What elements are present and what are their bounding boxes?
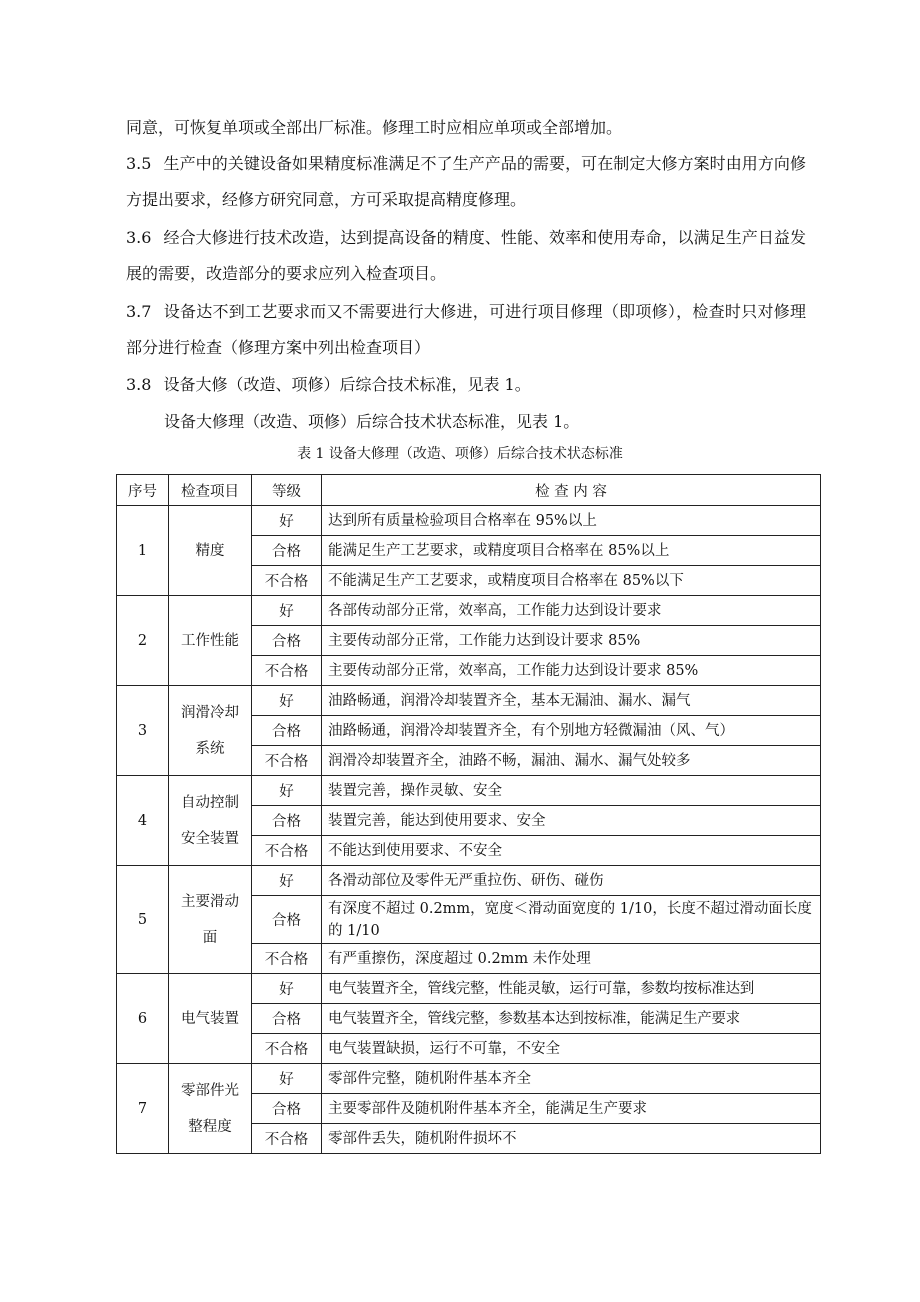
paragraph-text: 同意，可恢复单项或全部出厂标准。修理工时应相应单项或全部增加。 xyxy=(126,118,623,137)
content-cell: 有严重擦伤，深度超过 0.2mm 未作处理 xyxy=(322,944,821,974)
grade-cell: 合格 xyxy=(252,806,322,836)
check-item: 电气装置 xyxy=(169,974,252,1064)
grade-cell: 合格 xyxy=(252,1004,322,1034)
paragraph-text: 设备大修（改造、项修）后综合技术标准，见表 1。 xyxy=(163,375,531,394)
content-cell: 达到所有质量检验项目合格率在 95%以上 xyxy=(322,506,821,536)
grade-cell: 不合格 xyxy=(252,656,322,686)
grade-cell: 合格 xyxy=(252,896,322,944)
paragraph-number: 3.7 xyxy=(126,302,152,321)
content-cell: 不能达到使用要求、不安全 xyxy=(322,836,821,866)
table-row xyxy=(117,776,821,806)
grade-cell: 好 xyxy=(252,596,322,626)
row-number: 7 xyxy=(117,1064,169,1154)
content-cell: 油路畅通，润滑冷却装置齐全，有个别地方轻微漏油（风、气） xyxy=(322,716,821,746)
header-grade: 等级 xyxy=(252,475,322,506)
row-number: 5 xyxy=(117,866,169,974)
row-number: 3 xyxy=(117,686,169,776)
table-row xyxy=(117,506,821,536)
grade-cell: 好 xyxy=(252,974,322,1004)
check-item: 自动控制安全装置 xyxy=(169,776,252,866)
check-item: 主要滑动面 xyxy=(169,866,252,974)
content-cell: 电气装置缺损，运行不可靠，不安全 xyxy=(322,1034,821,1064)
content-cell: 装置完善，能达到使用要求、安全 xyxy=(322,806,821,836)
paragraph-3-6 xyxy=(126,220,806,292)
grade-cell: 合格 xyxy=(252,626,322,656)
content-cell: 有深度不超过 0.2mm，宽度＜滑动面宽度的 1/10，长度不超过滑动面长度的 1/10 xyxy=(322,896,821,944)
content-cell: 能满足生产工艺要求，或精度项目合格率在 85%以上 xyxy=(322,536,821,566)
row-number: 2 xyxy=(117,596,169,686)
paragraph-text: 经合大修进行技术改造，达到提高设备的精度、性能、效率和使用寿命，以满足生产日益发展的需要，改造部分的要求应列入检查项目。 xyxy=(126,228,806,283)
check-item: 零部件光整程度 xyxy=(169,1064,252,1154)
grade-cell: 不合格 xyxy=(252,746,322,776)
row-number: 4 xyxy=(117,776,169,866)
content-cell: 油路畅通，润滑冷却装置齐全，基本无漏油、漏水、漏气 xyxy=(322,686,821,716)
table-row xyxy=(117,1064,821,1094)
grade-cell: 好 xyxy=(252,1064,322,1094)
check-item: 精度 xyxy=(169,506,252,596)
header-no: 序号 xyxy=(117,475,169,506)
paragraph-number: 3.6 xyxy=(126,228,152,247)
grade-cell: 不合格 xyxy=(252,836,322,866)
content-cell: 各滑动部位及零件无严重拉伤、研伤、碰伤 xyxy=(322,866,821,896)
grade-cell: 好 xyxy=(252,686,322,716)
grade-cell: 不合格 xyxy=(252,1034,322,1064)
row-number: 6 xyxy=(117,974,169,1064)
grade-cell: 好 xyxy=(252,776,322,806)
grade-cell: 合格 xyxy=(252,536,322,566)
paragraph-3-8 xyxy=(126,367,806,403)
grade-cell: 不合格 xyxy=(252,944,322,974)
row-number: 1 xyxy=(117,506,169,596)
content-cell: 不能满足生产工艺要求，或精度项目合格率在 85%以下 xyxy=(322,566,821,596)
standards-table xyxy=(116,474,821,1154)
paragraph-3-7 xyxy=(126,294,806,366)
header-item: 检查项目 xyxy=(169,475,252,506)
content-cell: 主要传动部分正常，工作能力达到设计要求 85% xyxy=(322,626,821,656)
check-item: 工作性能 xyxy=(169,596,252,686)
paragraph-number: 3.8 xyxy=(126,375,152,394)
content-cell: 零部件丢失，随机附件损坏不 xyxy=(322,1124,821,1154)
content-cell: 润滑冷却装置齐全，油路不畅，漏油、漏水、漏气处较多 xyxy=(322,746,821,776)
table-row xyxy=(117,974,821,1004)
table-header-row xyxy=(117,475,821,506)
paragraph-text: 生产中的关键设备如果精度标准满足不了生产产品的需要，可在制定大修方案时由用方向修方提出要求，经修方研究同意，方可采取提高精度修理。 xyxy=(126,154,806,209)
paragraph-3-5 xyxy=(126,146,806,218)
table-caption: 表 1 设备大修理（改造、项修）后综合技术状态标准 xyxy=(297,446,623,462)
table-row xyxy=(117,866,821,896)
grade-cell: 合格 xyxy=(252,1094,322,1124)
paragraph-text: 设备大修理（改造、项修）后综合技术状态标准，见表 1。 xyxy=(164,412,580,431)
table-row xyxy=(117,596,821,626)
grade-cell: 不合格 xyxy=(252,566,322,596)
paragraph-table-reference xyxy=(164,404,814,440)
content-cell: 零部件完整，随机附件基本齐全 xyxy=(322,1064,821,1094)
content-cell: 各部传动部分正常，效率高，工作能力达到设计要求 xyxy=(322,596,821,626)
content-cell: 电气装置齐全，管线完整，性能灵敏，运行可靠，参数均按标准达到 xyxy=(322,974,821,1004)
header-content: 检 查 内 容 xyxy=(322,475,821,506)
paragraph-text: 设备达不到工艺要求而又不需要进行大修进，可进行项目修理（即项修），检查时只对修理部分进行检查（修理方案中列出检查项目） xyxy=(126,302,806,357)
content-cell: 主要零部件及随机附件基本齐全，能满足生产要求 xyxy=(322,1094,821,1124)
check-item: 润滑冷却系统 xyxy=(169,686,252,776)
grade-cell: 不合格 xyxy=(252,1124,322,1154)
paragraph-number: 3.5 xyxy=(126,154,152,173)
content-cell: 装置完善，操作灵敏、安全 xyxy=(322,776,821,806)
table-row xyxy=(117,686,821,716)
paragraph-continuation xyxy=(126,110,806,146)
grade-cell: 合格 xyxy=(252,716,322,746)
content-cell: 电气装置齐全，管线完整，参数基本达到按标准，能满足生产要求 xyxy=(322,1004,821,1034)
grade-cell: 好 xyxy=(252,506,322,536)
content-cell: 主要传动部分正常，效率高，工作能力达到设计要求 85% xyxy=(322,656,821,686)
grade-cell: 好 xyxy=(252,866,322,896)
